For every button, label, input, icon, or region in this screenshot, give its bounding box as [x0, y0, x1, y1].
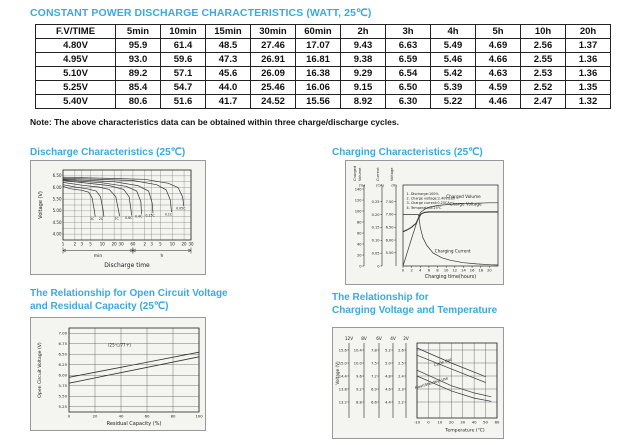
table-cell: 1.37: [566, 39, 611, 53]
chart-text: (V): [391, 183, 397, 188]
chart-text: 15.6: [338, 348, 347, 353]
open-circuit-voltage-chart: [30, 317, 206, 431]
chart-text: 9.6: [356, 374, 362, 379]
chart-text: 13.8: [338, 387, 347, 392]
table-row: [36, 39, 611, 53]
table-cell: 5.10V: [36, 67, 116, 81]
table-cell: 6.50: [386, 81, 431, 95]
table-cell: 5.46: [431, 53, 476, 67]
chart-text: 20: [92, 413, 98, 419]
table-cell: 5.42: [431, 67, 476, 81]
chart-text: 5.0: [385, 361, 391, 366]
table-cell: 5.22: [431, 95, 476, 109]
chart-text: 5.50: [52, 196, 62, 202]
table-cell: 51.6: [161, 95, 206, 109]
chart-text: 0.05C: [176, 206, 186, 211]
table-cell: 6.30: [386, 95, 431, 109]
chart-text: Volume: [358, 167, 362, 181]
discharge-curve-0.1C: [63, 178, 172, 212]
chart-text: 10: [169, 241, 175, 247]
table-cell: 24.52: [251, 95, 296, 109]
chart-text: min: [93, 254, 103, 259]
chart-text: 0: [401, 268, 405, 273]
chart-text: 20: [111, 241, 117, 247]
temp-band-1-lower: [414, 376, 491, 401]
chart-text: 7.00: [385, 212, 394, 217]
chart-text: 2C: [98, 217, 104, 222]
chart-text: 6.50: [385, 225, 394, 230]
table-cell: 1.36: [566, 53, 611, 67]
chart-text: 8: [436, 268, 439, 273]
chart-text: 4V: [390, 336, 396, 341]
chart-text: 4: [419, 268, 422, 273]
charging-section-heading: Charging Characteristics (25℃): [332, 147, 483, 158]
table-cell: 17.07: [296, 39, 341, 53]
table-cell: 6.59: [386, 53, 431, 67]
chart-text: 14: [461, 268, 466, 273]
chart-text: 60: [130, 241, 136, 247]
chart-text: 12V: [344, 336, 354, 341]
table-cell: 41.7: [206, 95, 251, 109]
table-cell: 80.6: [116, 95, 161, 109]
chart-text: 4.6: [385, 387, 391, 392]
table-cell: 5.25V: [36, 81, 116, 95]
table-cell: 5.40V: [36, 95, 116, 109]
chart-text: 6.9: [371, 387, 377, 392]
table-row: [36, 95, 611, 109]
temp-section-heading-line2: Charging Voltage and Temperature: [332, 305, 498, 316]
chart-text: 2.6: [398, 348, 404, 353]
chart-text: 4.8: [385, 374, 391, 379]
chart-text: 2.2: [398, 400, 404, 405]
chart-text: 2.5: [398, 361, 404, 366]
chart-text: 7.5: [371, 361, 377, 366]
table-row: [36, 53, 611, 67]
table-cell: 45.6: [206, 67, 251, 81]
chart-text: 0: [67, 413, 71, 419]
chart-text: 40: [471, 419, 477, 425]
chart-text: 5.00: [52, 208, 62, 214]
chart-text: 100: [195, 413, 203, 419]
chart-text: 20: [487, 268, 492, 273]
table-header-cell: 20h: [566, 25, 611, 39]
chart-text: 10.0: [353, 361, 362, 366]
table-cell: 25.46: [251, 81, 296, 95]
table-header-cell: 15min: [206, 25, 251, 39]
table-cell: 9.15: [341, 81, 386, 95]
chart-text: 6.25: [58, 362, 67, 368]
chart-text: 6.6: [371, 400, 377, 405]
table-cell: 16.38: [296, 67, 341, 81]
table-cell: 2.47: [521, 95, 566, 109]
charging-curve-voltage: [403, 212, 498, 232]
table-cell: 15.56: [296, 95, 341, 109]
chart-text: 2: [73, 241, 77, 247]
chart-text: 3: [80, 241, 84, 247]
table-header-cell: 2h: [341, 25, 386, 39]
chart-text: 1: [61, 241, 65, 247]
chart-text: 7.50: [385, 199, 394, 204]
chart-text: 80: [357, 220, 362, 225]
chart-text: 15.0: [338, 361, 347, 366]
chart-text: 140: [354, 187, 362, 192]
chart-text: 60: [494, 419, 500, 425]
chart-text: 30: [460, 419, 466, 425]
table-cell: 95.9: [116, 39, 161, 53]
table-cell: 4.63: [476, 67, 521, 81]
chart-text: Temperature (℃): [445, 428, 485, 434]
chart-text: Charge Voltage: [449, 201, 482, 207]
table-cell: 5.39: [431, 81, 476, 95]
chart-text: 5.2: [385, 348, 391, 353]
chart-text: 3C: [90, 217, 95, 222]
table-cell: 8.92: [341, 95, 386, 109]
table-cell: 59.6: [161, 53, 206, 67]
chart-text: 10.4: [353, 348, 362, 353]
chart-text: Current: [376, 167, 380, 181]
chart-text: 6.75: [58, 341, 67, 347]
table-cell: 4.69: [476, 39, 521, 53]
ocv-chart-svg: [31, 318, 207, 432]
chart-text: 7.00: [58, 330, 67, 336]
discharge-curve-2C: [63, 185, 104, 217]
table-header-cell: 30min: [251, 25, 296, 39]
chart-text: Charged: [353, 165, 357, 181]
chart-text: 9.2: [356, 387, 362, 392]
chart-text: 1. Discharge:100%: [406, 192, 439, 196]
chart-text: 6.00: [385, 238, 394, 243]
table-cell: 2.55: [521, 53, 566, 67]
chart-text: 6: [427, 268, 431, 273]
chart-text: 4. Temperature:25℃: [406, 205, 442, 210]
chart-text: 0.25: [371, 199, 380, 204]
chart-text: 0: [359, 264, 362, 269]
chart-text: 30: [118, 241, 124, 247]
chart-text: Voltage (V): [38, 191, 44, 219]
chart-text: 16: [469, 268, 475, 273]
table-header-cell: 10min: [161, 25, 206, 39]
chart-text: 4.4: [385, 400, 391, 405]
table-cell: 2.53: [521, 67, 566, 81]
chart-text: Residual Capacity (%): [106, 421, 162, 427]
table-cell: 54.7: [161, 81, 206, 95]
table-cell: 89.2: [116, 67, 161, 81]
constant-power-table: [35, 24, 611, 109]
ocv-line-lower: [69, 357, 199, 383]
chart-text: 18: [478, 268, 484, 273]
chart-text: 10: [99, 241, 105, 247]
table-cell: 4.59: [476, 81, 521, 95]
table-cell: 4.95V: [36, 53, 116, 67]
chart-text: 2. Charge voltage:2.40V/cell: [406, 196, 455, 201]
chart-text: 5: [89, 241, 92, 247]
chart-text: 100: [354, 209, 362, 214]
chart-text: 0.6C: [125, 215, 133, 220]
chart-text: 2: [410, 268, 413, 273]
table-cell: 85.4: [116, 81, 161, 95]
chart-text: 6.00: [52, 184, 62, 190]
table-cell: 16.06: [296, 81, 341, 95]
table-cell: 1.36: [566, 67, 611, 81]
temp-chart-svg: [333, 328, 505, 440]
chart-text: 5.25: [58, 404, 67, 410]
ocv-section-heading-line2: and Residual Capacity (25℃): [30, 301, 169, 312]
table-header-cell: 3h: [386, 25, 431, 39]
table-cell: 61.4: [161, 39, 206, 53]
chart-text: 5.50: [58, 393, 67, 399]
table-cell: 57.1: [161, 67, 206, 81]
chart-text: (CA): [376, 183, 384, 188]
chart-text: Cycle Use: [433, 356, 453, 368]
charging-chart-svg: [346, 161, 505, 286]
chart-text: 6.00: [58, 372, 67, 378]
chart-text: Charging Current: [434, 248, 471, 254]
table-cell: 9.29: [341, 67, 386, 81]
table-cell: 16.81: [296, 53, 341, 67]
chart-text: 60: [357, 231, 362, 236]
chart-text: 10: [437, 419, 443, 425]
chart-text: 40: [118, 413, 124, 419]
chart-text: -10: [413, 419, 421, 425]
chart-text: 7.2: [371, 374, 377, 379]
chart-text: (25℃/77℉): [108, 342, 131, 348]
chart-text: 13.2: [338, 400, 347, 405]
table-cell: 2.56: [521, 39, 566, 53]
chart-text: 0: [427, 419, 430, 425]
temp-section-heading-line1: The Relationship for: [332, 292, 429, 303]
chart-text: 4.50: [52, 219, 62, 225]
table-note: Note: The above characteristics data can be obtained within three charge/discharge cycles.: [30, 117, 399, 127]
chart-text: Voltage: [390, 167, 394, 181]
chart-text: 0: [377, 264, 380, 269]
chart-text: Float(Standby) Use: [414, 376, 449, 391]
chart-text: Voltage (V): [335, 361, 340, 385]
table-header-cell: 60min: [296, 25, 341, 39]
table-header-cell: 5min: [116, 25, 161, 39]
chart-text: 0.15: [371, 225, 380, 230]
chart-text: 3: [150, 241, 153, 247]
chart-text: 0.4C: [134, 214, 143, 219]
chart-text: (%): [358, 183, 366, 188]
chart-text: 60: [144, 413, 150, 419]
table-row: [36, 67, 611, 81]
chart-text: 14.4: [338, 374, 347, 379]
chart-text: Charging time(hours): [424, 275, 477, 280]
chart-text: 30: [188, 241, 194, 247]
chart-text: 2.4: [398, 374, 404, 379]
table-cell: 9.38: [341, 53, 386, 67]
table-cell: 4.80V: [36, 39, 116, 53]
table-header-cell: 10h: [521, 25, 566, 39]
table-header-row: [36, 25, 611, 39]
table-body: [36, 39, 611, 109]
chart-text: 0.05: [371, 251, 380, 256]
table-cell: 6.63: [386, 39, 431, 53]
table-cell: 4.66: [476, 53, 521, 67]
chart-text: 4.00: [52, 231, 62, 237]
table-cell: 93.0: [116, 53, 161, 67]
chart-text: h: [160, 254, 164, 259]
table-cell: 1.35: [566, 81, 611, 95]
table-cell: 48.5: [206, 39, 251, 53]
table-row: [36, 81, 611, 95]
table-cell: 2.52: [521, 81, 566, 95]
chart-text: 80: [170, 413, 176, 419]
discharge-section-heading: Discharge Characteristics (25℃): [30, 147, 186, 158]
chart-text: Charged Volume: [446, 193, 481, 199]
table-cell: 27.46: [251, 39, 296, 53]
chart-text: Open Circuit Voltage (V): [38, 342, 43, 398]
chart-text: 50: [483, 419, 488, 425]
chart-text: 7.8: [371, 348, 377, 353]
table-cell: 9.43: [341, 39, 386, 53]
chart-text: 8.8: [356, 400, 362, 405]
chart-text: 6V: [376, 336, 382, 341]
chart-text: 8V: [361, 336, 367, 341]
table-cell: 47.3: [206, 53, 251, 67]
page-title: CONSTANT POWER DISCHARGE CHARACTERISTICS (WATT, 25℃): [30, 7, 372, 19]
table-cell: 1.32: [566, 95, 611, 109]
chart-text: 3. Charge current:0.25CA: [406, 201, 450, 206]
table-header-cell: 5h: [476, 25, 521, 39]
chart-text: 0.1C: [164, 212, 173, 217]
temp-grid: [414, 343, 497, 418]
chart-text: 10: [443, 268, 449, 273]
chart-text: 40: [357, 242, 362, 247]
table-cell: 4.46: [476, 95, 521, 109]
chart-text: Discharge time: [104, 262, 150, 269]
charging-characteristics-chart: [345, 160, 504, 285]
table-cell: 26.91: [251, 53, 296, 67]
chart-text: 2.3: [398, 387, 404, 392]
chart-text: 5: [159, 241, 162, 247]
ocv-section-heading-line1: The Relationship for Open Circuit Voltage: [30, 288, 228, 299]
chart-text: 1C: [114, 216, 119, 221]
charging-voltage-temperature-chart: [332, 327, 504, 439]
table-header-cell: 4h: [431, 25, 476, 39]
chart-text: 2V: [403, 336, 409, 341]
table-header-cell: F.V/TIME: [36, 25, 116, 39]
table-cell: 5.49: [431, 39, 476, 53]
chart-text: 6.50: [52, 173, 62, 179]
chart-text: 6.50: [58, 351, 67, 357]
discharge-characteristics-chart: [30, 160, 206, 275]
chart-text: 12: [452, 268, 458, 273]
chart-text: 2: [143, 241, 147, 247]
chart-text: 20: [357, 253, 362, 258]
discharge-chart-svg: [31, 161, 207, 276]
chart-text: 0.25C: [145, 213, 155, 218]
table-cell: 44.0: [206, 81, 251, 95]
chart-text: 20: [448, 419, 454, 425]
chart-text: 0.10: [371, 238, 380, 243]
chart-text: 20: [181, 241, 187, 247]
chart-text: 0.20: [371, 212, 380, 217]
chart-text: 5.50: [385, 251, 394, 256]
table-cell: 26.09: [251, 67, 296, 81]
chart-text: 5.75: [58, 383, 67, 389]
table-cell: 6.54: [386, 67, 431, 81]
chart-text: 120: [354, 198, 362, 203]
